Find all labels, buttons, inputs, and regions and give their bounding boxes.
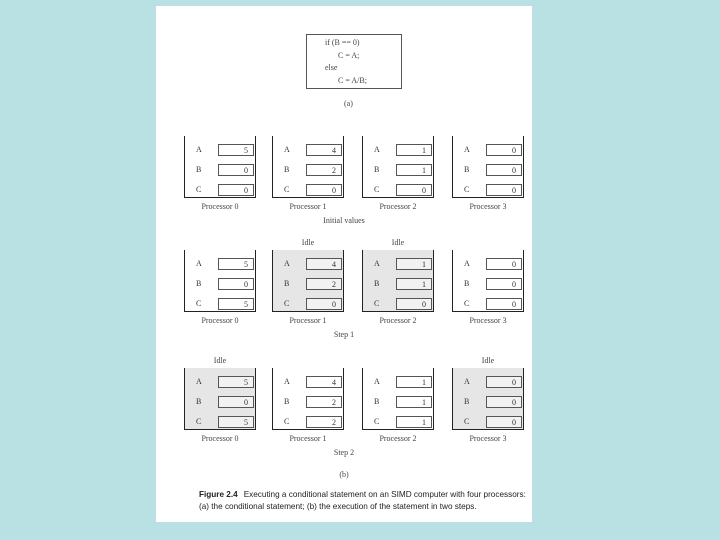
register-name: B [464,397,470,406]
register-name: A [284,145,290,154]
stage-label: Step 2 [333,448,355,457]
register-value: 1 [396,258,432,270]
register-row-c [280,184,340,197]
processor-2-panel [362,136,434,198]
register-name: C [374,185,380,194]
processor-label: Processor 1 [289,316,327,325]
register-row-c [370,416,430,429]
processor-label: Processor 2 [379,434,417,443]
register-row-b [192,164,252,177]
register-row-c [460,184,520,197]
register-row-c [192,298,252,311]
register-value: 0 [486,376,522,388]
register-value: 5 [218,144,254,156]
register-value: 1 [396,164,432,176]
register-value: 0 [486,144,522,156]
register-value: 0 [486,278,522,290]
register-row-b [370,396,430,409]
register-name: B [196,165,202,174]
register-value: 0 [218,184,254,196]
register-row-a [370,376,430,389]
register-value: 1 [396,396,432,408]
register-row-a [192,144,252,157]
register-name: B [196,397,202,406]
idle-label: Idle [301,238,315,247]
register-value: 2 [306,164,342,176]
register-name: C [464,299,470,308]
idle-label: Idle [391,238,405,247]
register-name: A [196,145,202,154]
register-name: A [464,377,470,386]
register-name: A [464,145,470,154]
register-value: 0 [218,278,254,290]
code-line: else [325,63,338,72]
register-row-a [280,258,340,271]
code-line: C = A/B; [338,75,367,85]
register-value: 1 [396,416,432,428]
processor-label: Processor 3 [469,316,507,325]
register-value: 0 [306,298,342,310]
register-name: C [374,299,380,308]
register-name: C [284,185,290,194]
register-value: 0 [218,164,254,176]
register-name: B [464,279,470,288]
register-row-c [192,184,252,197]
register-value: 5 [218,416,254,428]
register-name: A [374,145,380,154]
register-name: A [374,259,380,268]
register-row-b [460,278,520,291]
code-statement-box [306,34,402,89]
idle-label: Idle [481,356,495,365]
register-value: 0 [486,184,522,196]
processor-3-panel [452,250,524,312]
register-name: B [284,397,290,406]
register-row-c [460,416,520,429]
processor-label: Processor 1 [289,434,327,443]
register-name: B [464,165,470,174]
caption-a: (a) [344,99,353,108]
register-value: 1 [396,278,432,290]
stage-label: Step 1 [333,330,355,339]
caption-b: (b) [339,470,349,479]
figure-number: Figure 2.4 [199,490,238,499]
register-row-c [460,298,520,311]
register-row-a [192,376,252,389]
register-value: 0 [486,298,522,310]
register-value: 0 [218,396,254,408]
register-row-b [192,278,252,291]
register-row-b [460,164,520,177]
register-name: A [464,259,470,268]
register-row-a [370,144,430,157]
register-name: B [374,397,380,406]
register-name: C [464,185,470,194]
processor-3-panel [452,368,524,430]
register-row-b [370,164,430,177]
stage-label: Initial values [323,216,365,225]
register-row-a [192,258,252,271]
register-value: 5 [218,376,254,388]
figure-text: Executing a conditional statement on an SIMD computer with four processors: (a) the conditional statement; (b) the execution of the statement in two steps. [199,490,526,511]
register-name: C [196,417,202,426]
processor-label: Processor 3 [469,202,507,211]
register-value: 4 [306,144,342,156]
register-value: 2 [306,416,342,428]
register-name: A [284,259,290,268]
processor-label: Processor 0 [201,434,239,443]
processor-label: Processor 1 [289,202,327,211]
register-value: 0 [396,298,432,310]
register-row-b [280,396,340,409]
register-name: C [284,299,290,308]
processor-2-panel [362,368,434,430]
register-name: C [284,417,290,426]
register-value: 2 [306,396,342,408]
register-name: A [284,377,290,386]
register-value: 4 [306,376,342,388]
register-name: C [196,185,202,194]
register-row-b [280,278,340,291]
register-value: 5 [218,298,254,310]
register-value: 0 [486,416,522,428]
register-value: 0 [486,396,522,408]
register-row-c [280,416,340,429]
figure-caption [199,489,529,513]
processor-0-panel [184,368,256,430]
register-name: B [284,165,290,174]
processor-1-panel [272,250,344,312]
register-value: 5 [218,258,254,270]
code-line: C = A; [338,50,360,60]
register-row-c [192,416,252,429]
idle-label: Idle [213,356,227,365]
register-value: 2 [306,278,342,290]
register-row-b [192,396,252,409]
register-row-a [460,144,520,157]
register-name: B [374,165,380,174]
register-row-b [280,164,340,177]
processor-2-panel [362,250,434,312]
register-row-b [370,278,430,291]
processor-label: Processor 0 [201,202,239,211]
processor-label: Processor 0 [201,316,239,325]
processor-0-panel [184,250,256,312]
register-row-c [370,184,430,197]
register-value: 0 [306,184,342,196]
processor-label: Processor 2 [379,202,417,211]
register-name: A [374,377,380,386]
register-name: A [196,259,202,268]
register-value: 1 [396,144,432,156]
register-row-c [370,298,430,311]
register-row-a [460,258,520,271]
register-value: 0 [486,258,522,270]
register-value: 0 [486,164,522,176]
processor-label: Processor 2 [379,316,417,325]
register-name: C [464,417,470,426]
code-line: if (B == 0) [325,38,360,47]
register-row-a [280,144,340,157]
processor-1-panel [272,368,344,430]
register-row-a [370,258,430,271]
register-row-b [460,396,520,409]
register-row-c [280,298,340,311]
register-name: B [196,279,202,288]
register-value: 1 [396,376,432,388]
document-page [156,6,532,522]
register-name: C [196,299,202,308]
processor-3-panel [452,136,524,198]
register-row-a [460,376,520,389]
processor-label: Processor 3 [469,434,507,443]
register-name: B [374,279,380,288]
register-value: 0 [396,184,432,196]
processor-0-panel [184,136,256,198]
register-name: C [374,417,380,426]
processor-1-panel [272,136,344,198]
register-value: 4 [306,258,342,270]
register-row-a [280,376,340,389]
register-name: B [284,279,290,288]
register-name: A [196,377,202,386]
